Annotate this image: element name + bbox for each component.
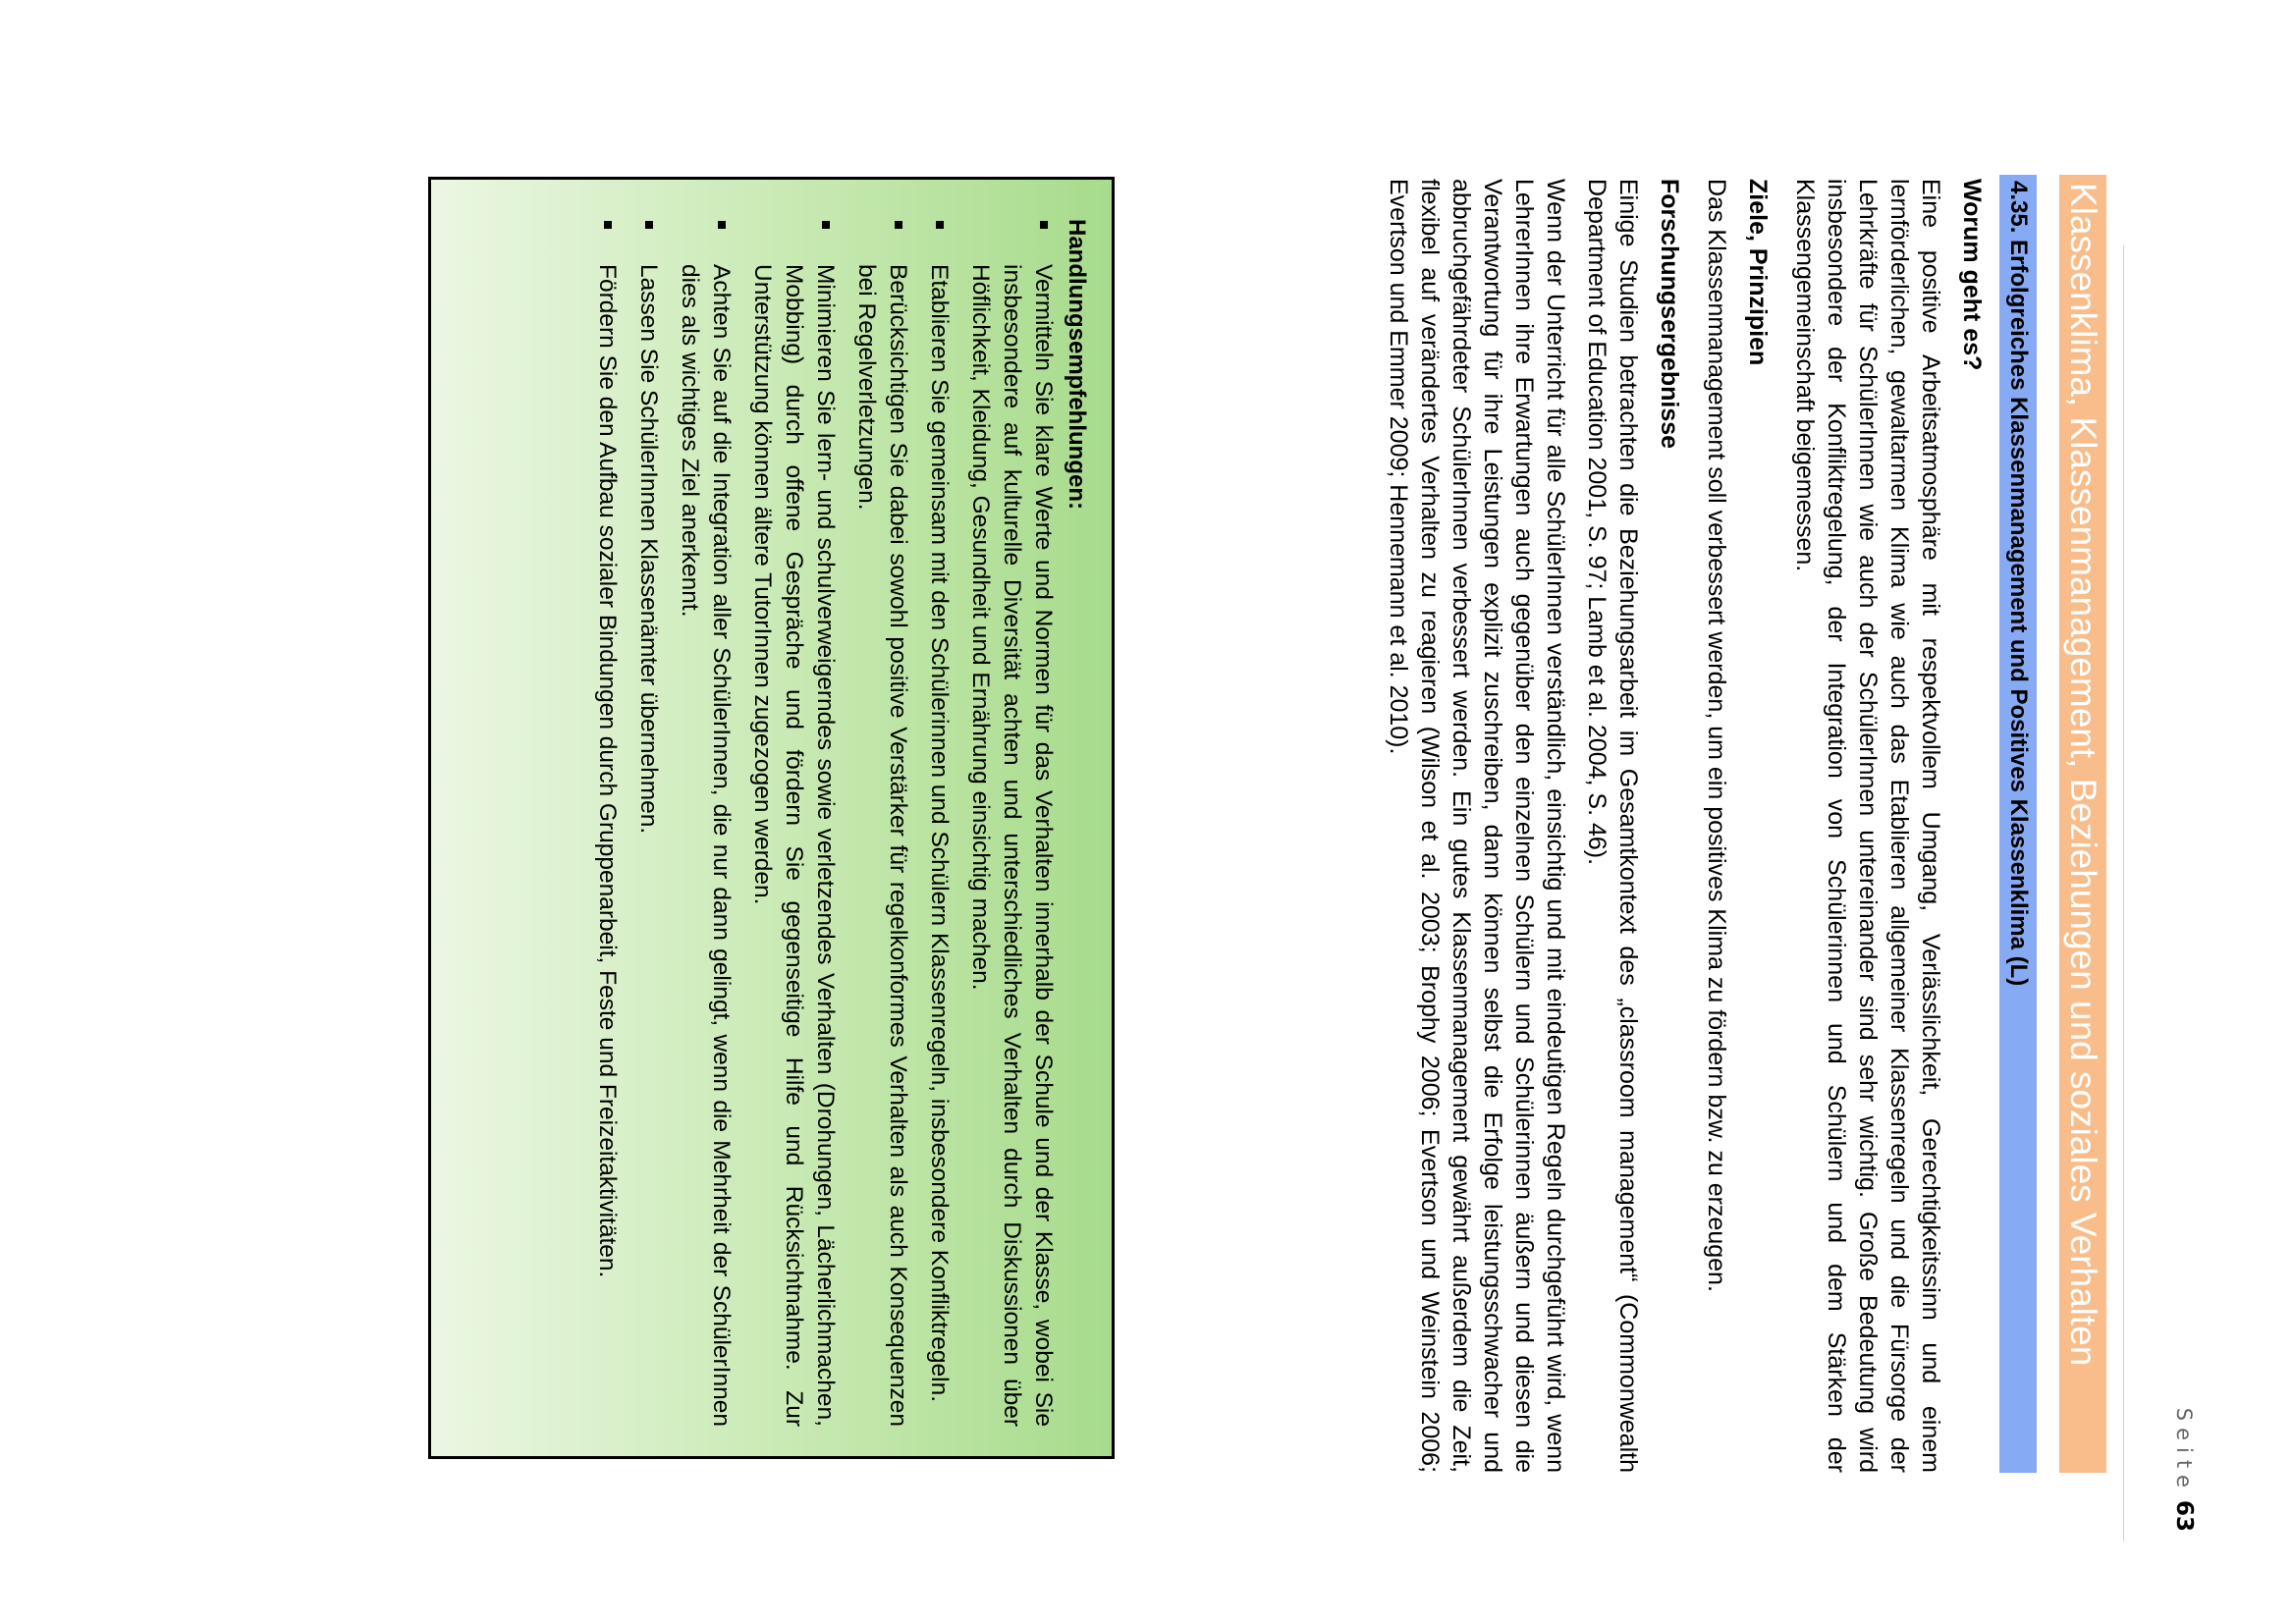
recommendations-heading: Handlungsempfehlungen: — [1064, 219, 1090, 510]
list-item-text: Fördern Sie den Aufbau sozialer Bindungen durch Gruppenarbeit, Feste und Freizeitaktivitäten. — [594, 264, 621, 1278]
list-item-text: Achten Sie auf die Integration aller SchülerInnen, die nur dann gelingt, wenn die Mehrheit der SchülerInnen dies als wichtiges Ziel anerkennt. — [677, 264, 735, 1427]
page-number — [2171, 1345, 2197, 1532]
page-number-value: 63 — [2171, 1499, 2197, 1532]
square-bullet-icon — [645, 221, 653, 229]
list-item-text: Vermitteln Sie klare Werte und Normen für das Verhalten innerhalb der Schule und der Klasse, wobei Sie insbesondere auf kulturelle Diversität achten und unterschiedliches Verhalten durch Diskussionen über Höflichkeit, Kleidung, Gesundheit und Ernährung einsichtig machen. — [967, 264, 1057, 1427]
rotated-page-scan — [49, 39, 2278, 1532]
section-title: 4.35. Erfolgreiches Klassenmanagement und Positives Klassenklima (L) — [1999, 175, 2037, 1473]
square-bullet-icon — [936, 221, 944, 229]
header-divider — [2123, 245, 2124, 1542]
recommendations-list — [591, 219, 1059, 1427]
heading-forschung: Forschungsergebnisse — [1656, 179, 1683, 450]
paragraph-forschung-1: Einige Studien betrachten die Beziehungsarbeit im Gesamtkontext des „classroom management“ (Commonwealth Department of Education 2001, S. 97; Lamb et al. 2004, S. 46). — [1583, 179, 1642, 1473]
list-item — [964, 219, 1059, 1427]
heading-worum: Worum geht es? — [1958, 179, 1986, 371]
paragraph-worum: Eine positive Arbeitsatmosphäre mit respektvollem Umgang, Verlässlichkeit, Gerechtigkeitssinn und einem lernförderlichen, gewaltarmen Klima wie auch das Etablieren allgemeiner Klassenregeln und die Fürsorge der Lehrkräfte für SchülerInnen wie auch der SchülerInnen untereinander sind sehr wichtig. Große Bedeutung wird insbesondere der Konfliktregelung, der Integration von Schülerinnen und Schülern und dem Stärken der Klassengemeinschaft beigemessen. — [1791, 179, 1944, 1473]
square-bullet-icon — [1040, 221, 1048, 229]
square-bullet-icon — [604, 221, 612, 229]
list-item — [674, 219, 737, 1427]
list-item — [632, 219, 664, 1427]
list-item — [850, 219, 913, 1427]
list-item-text: Minimieren Sie lern- und schulverweigerndes sowie verletzendes Verhalten (Drohungen, Lächerlichmachen, Mobbing) durch offene Gespräche und fördern Sie gegenseitige Hilfe und Rücksichtnahme. Zur Unterstützung können ältere TutorInnen zugezogen werden. — [749, 264, 839, 1427]
list-item-text: Lassen Sie SchülerInnen Klassenämter übernehmen. — [635, 264, 662, 835]
paragraph-ziele: Das Klassenmanagement soll verbessert werden, um ein positives Klima zu fördern bzw. zu erzeugen. — [1703, 179, 1730, 1292]
page-label: Seite — [2172, 1407, 2196, 1494]
list-item — [923, 219, 955, 1427]
paragraph-forschung-2: Wenn der Unterricht für alle SchülerInnen verständlich, einsichtig und mit eindeutigen Regeln durchgeführt wird, wenn LehrerInnen ihre Erwartungen auch gegenüber den einzelnen Schülern und Schülerinnen äußern und diesen die Verantwortung für ihre Leistungen explizit zuschreiben, dann können selbst die Erfolge leistungsschwacher und abbruchgefährdeter SchülerInnen verbessert werden. Ein gutes Klassenmanagement gewährt außerdem die Zeit, flexibel auf verändertes Verhalten zu reagieren (Wilson et al. 2003; Brophy 2006; Evertson und Weinstein 2006; Evertson und Emmer 2009; Hennemann et al. 2010). — [1385, 179, 1569, 1473]
list-item — [746, 219, 841, 1427]
chapter-title: Klassenklima, Klassenmanagement, Beziehungen und soziales Verhalten — [2059, 175, 2106, 1473]
heading-ziele: Ziele, Prinzipien — [1744, 179, 1772, 366]
body-text — [1373, 179, 1992, 1473]
list-item — [591, 219, 623, 1427]
square-bullet-icon — [718, 221, 726, 229]
recommendations-box — [428, 177, 1115, 1459]
list-item-text: Berücksichtigen Sie dabei sowohl positive Verstärker für regelkonformes Verhalten als auch Konsequenzen bei Regelverletzungen. — [853, 264, 911, 1427]
list-item-text: Etablieren Sie gemeinsam mit den Schülerinnen und Schülern Klassenregeln, insbesondere Konfliktregeln. — [926, 264, 953, 1403]
square-bullet-icon — [895, 221, 902, 229]
document-page — [49, 39, 2278, 1532]
square-bullet-icon — [822, 221, 830, 229]
